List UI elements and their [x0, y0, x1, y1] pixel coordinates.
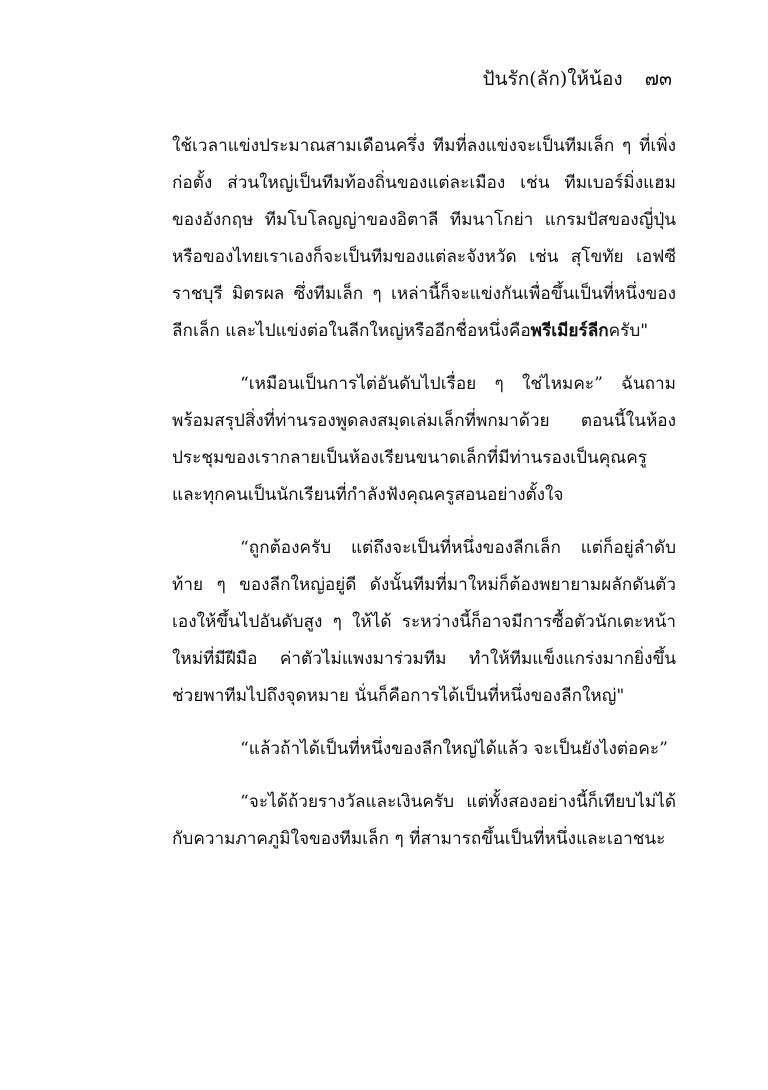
body-text — [172, 128, 676, 858]
page-number: ๗๓ — [644, 68, 672, 90]
paragraph-4: “แล้วถ้าได้เป็นที่หนึ่งของลีกใหญ่ได้แล้ว จะเป็นยังไงต่อคะ” — [240, 739, 668, 759]
paragraph-1-text: ใช้เวลาแข่งประมาณสามเดือนครึ่ง ทีมที่ลงแข่งจะเป็นทีมเล็ก ๆ ที่เพิ่งก่อตั้ง ส่วนใหญ่เป็นทีมท้องถิ่นของแต่ละเมือง เช่น ทีมเบอร์มิ่งแฮมของอังกฤษ ทีมโบโลญญ่าของอิตาลี ทีมนาโกย่า แกรมปัสของญี่ปุ่น หรือของไทยเราเองก็จะเป็นทีมของแต่ละจังหวัด เช่น สุโขทัย เอฟซี ราชบุรี มิตรผล ซึ่งทีมเล็ก ๆ เหล่านี้ก็จะแข่งกันเพื่อขึ้นเป็นที่หนึ่งของลีกเล็ก และไปแข่งต่อในลีกใหญ่หรืออีกชื่อหนึ่งคือ — [172, 136, 676, 341]
paragraph-1-end: ครับ" — [608, 321, 649, 341]
premier-league-bold: พรีเมียร์ลีก — [530, 321, 609, 341]
chapter-title: ปันรัก(ลัก)ให้น้อง — [482, 68, 623, 90]
paragraph-1 — [172, 128, 676, 350]
running-header — [483, 66, 673, 92]
paragraph-3: “ถูกต้องครับ แต่ถึงจะเป็นที่หนึ่งของลีกเล็ก แต่ก็อยู่ลำดับท้าย ๆ ของลีกใหญ่อยู่ดี ดังนั้นทีมที่มาใหม่ก็ต้องพยายามผลักดันตัวเองให้ขึ้นไปอันดับสูง ๆ ให้ได้ ระหว่างนี้ก็อาจมีการซื้อตัวนักเตะหน้าใหม่ที่มีฝีมือ ค่าตัวไม่แพงมาร่วมทีม ทำให้ทีมแข็งแกร่งมากยิ่งขึ้น ช่วยพาทีมไปถึงจุดหมาย นั่นก็คือการได้เป็นที่หนึ่งของลีกใหญ่" — [172, 538, 676, 706]
paragraph-5: “จะได้ถ้วยรางวัลและเงินครับ แต่ทั้งสองอย่างนี้ก็เทียบไม่ได้กับความภาคภูมิใจของทีมเล็ก ๆ ที่สามารถขึ้นเป็นที่หนึ่งและเอาชนะ — [172, 792, 676, 849]
paragraph-2: “เหมือนเป็นการไต่อันดับไปเรื่อย ๆ ใช่ไหมคะ” ฉันถามพร้อมสรุปสิ่งที่ท่านรองพูดลงสมุดเล่มเล็กที่พกมาด้วย ตอนนี้ในห้องประชุมของเรากลายเป็นห้องเรียนขนาดเล็กที่มีท่านรองเป็นคุณครู และทุกคนเป็นนักเรียนที่กำลังฟังคุณครูสอนอย่างตั้งใจ — [172, 374, 676, 505]
